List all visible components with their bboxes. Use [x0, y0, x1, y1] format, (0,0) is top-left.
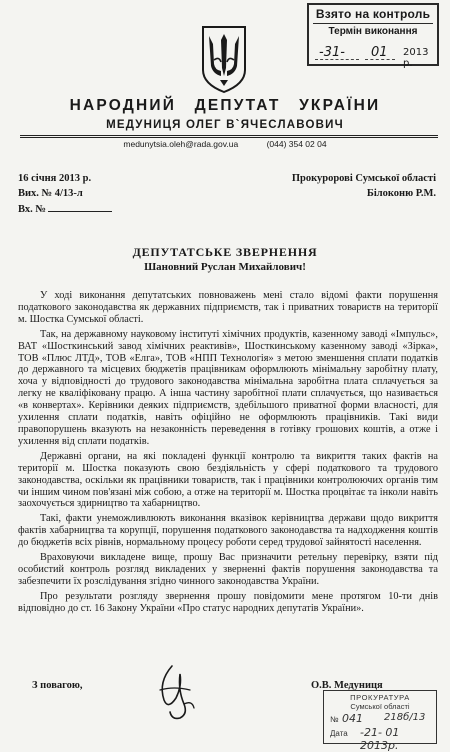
- letter-body: [18, 290, 438, 618]
- registration-doc-number: 218б/13: [384, 712, 426, 723]
- document-date: 16 січня 2013 р.: [18, 173, 92, 184]
- month-underline: [365, 59, 395, 60]
- control-stamp-month: 01: [371, 45, 388, 60]
- paragraph: Державні органи, на які покладені функції контролю та викриття таких фактів на території м. Шостка показують свою бездіяльність у сфері податкового та трудового законодавства, оскільки як працівники товариств, так і працівники контролюючих органів тим чи іншим чином пов'язані між собою, а отже на території м. Шостка процвітає та інколи навіть заохочується здирництво та хабарництво.: [18, 450, 438, 510]
- closing-regards: З повагою,: [32, 680, 83, 691]
- paragraph: Про результати розгляду звернення прошу повідомити мене протягом 10-ти днів відповідно до ст. 16 Закону України «Про статус народних депутатів України».: [18, 590, 438, 614]
- signer-name: О.В. Медуниця: [311, 680, 383, 691]
- control-stamp-subtitle: Термін виконання: [328, 26, 418, 37]
- incoming-blank: [48, 201, 112, 212]
- document-meta: [18, 171, 112, 217]
- salutation: Шановний Руслан Михайлович!: [144, 261, 306, 273]
- control-stamp-date: [315, 43, 435, 69]
- registration-date: -21- 01 2013р.: [360, 726, 400, 752]
- signature-icon: [150, 660, 200, 722]
- registration-stamp: [323, 690, 437, 752]
- control-stamp: [307, 3, 439, 69]
- deputy-name: МЕДУНИЦЯ ОЛЕГ В`ЯЧЕСЛАВОВИЧ: [106, 119, 344, 131]
- paragraph: Такі, факти унеможливлюють виконання вказівок керівництва держави щодо викриття фактів хабарництва та корупції, порушення податкового законодавства та надходження коштів до бюджетів всіх рівнів, нормальному процесу роботи серед трудової зайнятості населення.: [18, 513, 438, 549]
- header-rule-bottom: [20, 137, 438, 138]
- control-stamp-divider: [313, 23, 433, 24]
- registration-stamp-org: ПРОКУРАТУРА: [350, 693, 410, 702]
- control-stamp-year: 2013 р.: [403, 47, 429, 69]
- contact-line: [0, 139, 450, 149]
- day-underline: [315, 59, 359, 60]
- paragraph: Враховуючи викладене вище, прошу Вас призначити ретельну перевірку, взяти під особистий контроль розгляд викладених у зверненні фактів порушення законодавства та забезпечити їх розслідування згідно чинного законодавства України.: [18, 552, 438, 587]
- control-stamp-day: -31-: [319, 45, 345, 60]
- phone-text: (044) 354 02 04: [266, 139, 327, 149]
- control-stamp-title: Взято на контроль: [315, 7, 431, 21]
- header-title: НАРОДНИЙ ДЕПУТАТ УКРАЇНИ: [69, 97, 381, 114]
- addressee-name: Білоконю Р.М.: [366, 188, 436, 199]
- registration-date-label: Дата: [330, 729, 348, 738]
- incoming-number: [18, 201, 112, 217]
- addressee-position: Прокуророві Сумської області: [291, 173, 436, 184]
- addressee: [292, 171, 436, 201]
- header-rule-top: [20, 135, 438, 136]
- registration-number-label: №: [330, 715, 339, 724]
- registration-stamp-region: Сумської області: [350, 702, 410, 711]
- paragraph: У ході виконання депутатських повноважень мені стало відомі факти порушення податкового законодавства як державних підприємств, так і приватних товариств на території м. Шостка Сумської області.: [18, 290, 438, 325]
- document-title: ДЕПУТАТСЬКЕ ЗВЕРНЕННЯ: [132, 245, 318, 259]
- email-text: medunytsia.oleh@rada.gov.ua: [123, 139, 239, 149]
- incoming-label: Вх. №: [18, 204, 46, 215]
- coat-of-arms-icon: [199, 24, 249, 94]
- outgoing-number: Вих. № 4/13-л: [18, 188, 83, 199]
- paragraph: Так, на державному науковому інституті хімічних продуктів, казенному заводі «Імпульс», ВАТ «Шосткинський завод хімічних реактивів», Шосткинському казенному заводі «Зірка», ТОВ «Плюс ЛТД», ТОВ «Елга», ТОВ «НПП Технологія» з метою зменшення сплати податків до державного та місцевих бюджетів працівникам оформлюють мінімальну заробітну плату, хоча у відповідності до трудового законодавства мінімальна заробітна плата сплачується за легку не кваліфіковану працю. А інша частину заробітної плати сплачується, що називається «в конвертах». Керівники деяких підприємств, здебільшого приватної форми власності, для ухилення сплати податків, навіть офіційно не оформлюють працівників. Такі види правопорушень вказують на незаконність переведення в готівку грошових коштів, а отже і ухилення від сплати податків.: [18, 328, 438, 447]
- registration-number: 041: [342, 712, 363, 725]
